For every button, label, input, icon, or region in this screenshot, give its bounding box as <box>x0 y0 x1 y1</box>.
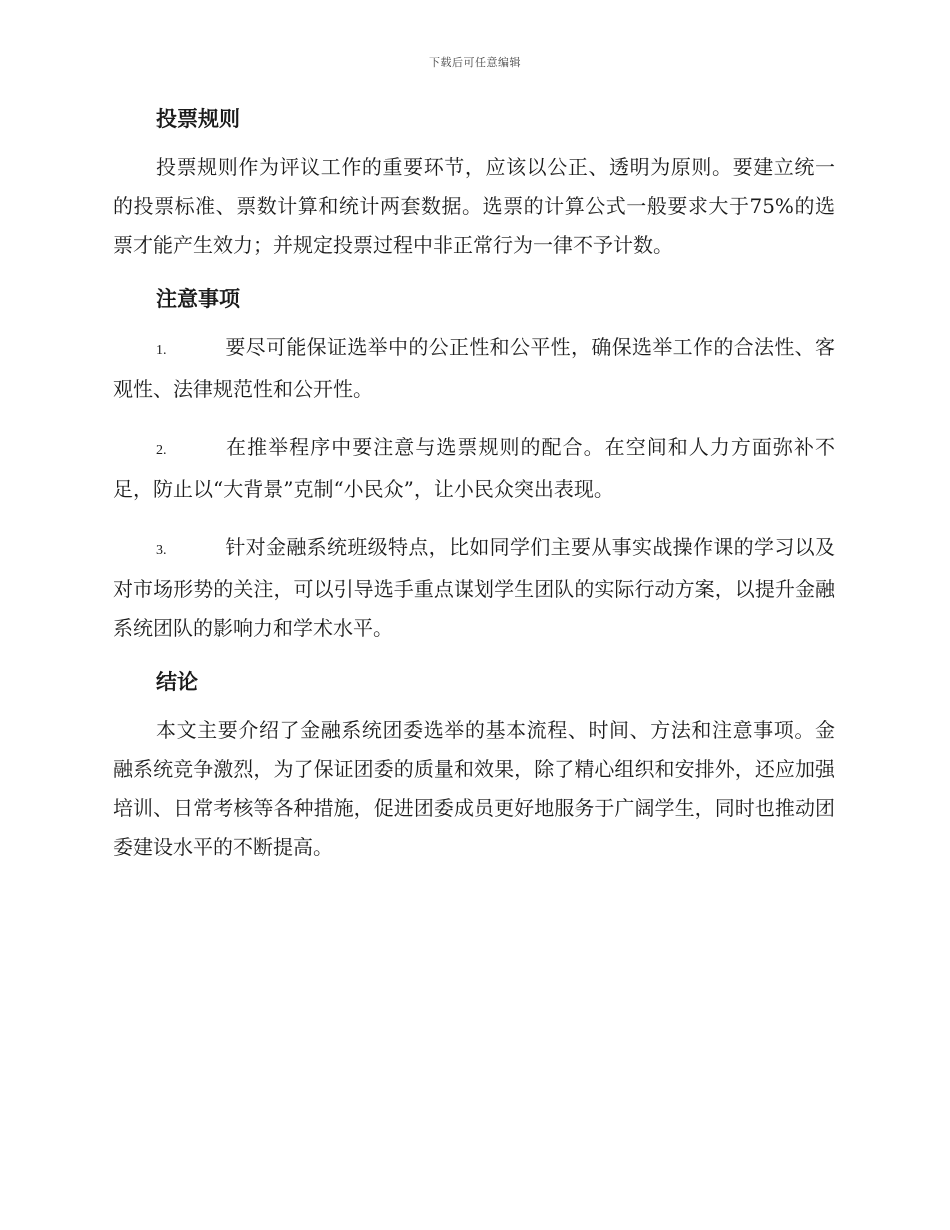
list-item <box>113 528 835 648</box>
section-heading-conclusion: 结论 <box>156 670 198 694</box>
section-heading-voting: 投票规则 <box>156 107 240 131</box>
section-paragraph-conclusion: 本文主要介绍了金融系统团委选举的基本流程、时间、方法和注意事项。金融系统竞争激烈，为了保证团委的质量和效果，除了精心组织和安排外，还应加强培训、日常考核等各种措施，促进团委成员更好地服务于广阔学生，同时也推动团委建设水平的不断提高。 <box>113 718 835 859</box>
list-item <box>113 428 835 509</box>
list-item-number: 3. <box>156 543 167 558</box>
list-item-text: 要尽可能保证选举中的公正性和公平性，确保选举工作的合法性、客观性、法律规范性和公开性。 <box>113 335 835 401</box>
section-heading-notes: 注意事项 <box>156 287 240 311</box>
list-item-number: 2. <box>156 443 167 458</box>
list-item-number: 1. <box>156 343 167 358</box>
list-item-text: 针对金融系统班级特点，比如同学们主要从事实战操作课的学习以及对市场形势的关注，可以引导选手重点谋划学生团队的实际行动方案，以提升金融系统团队的影响力和学术水平。 <box>113 535 835 640</box>
section-paragraph-voting: 投票规则作为评议工作的重要环节，应该以公正、透明为原则。要建立统一的投票标准、票数计算和统计两套数据。选票的计算公式一般要求大于75%的选票才能产生效力；并规定投票过程中非正常行为一律不予计数。 <box>113 155 835 257</box>
document-body <box>113 104 835 867</box>
list-item <box>113 328 835 409</box>
page-header-note: 下载后可任意编辑 <box>429 56 521 69</box>
list-item-text: 在推举程序中要注意与选票规则的配合。在空间和人力方面弥补不足，防止以“大背景”克制“小民众”，让小民众突出表现。 <box>113 435 835 501</box>
